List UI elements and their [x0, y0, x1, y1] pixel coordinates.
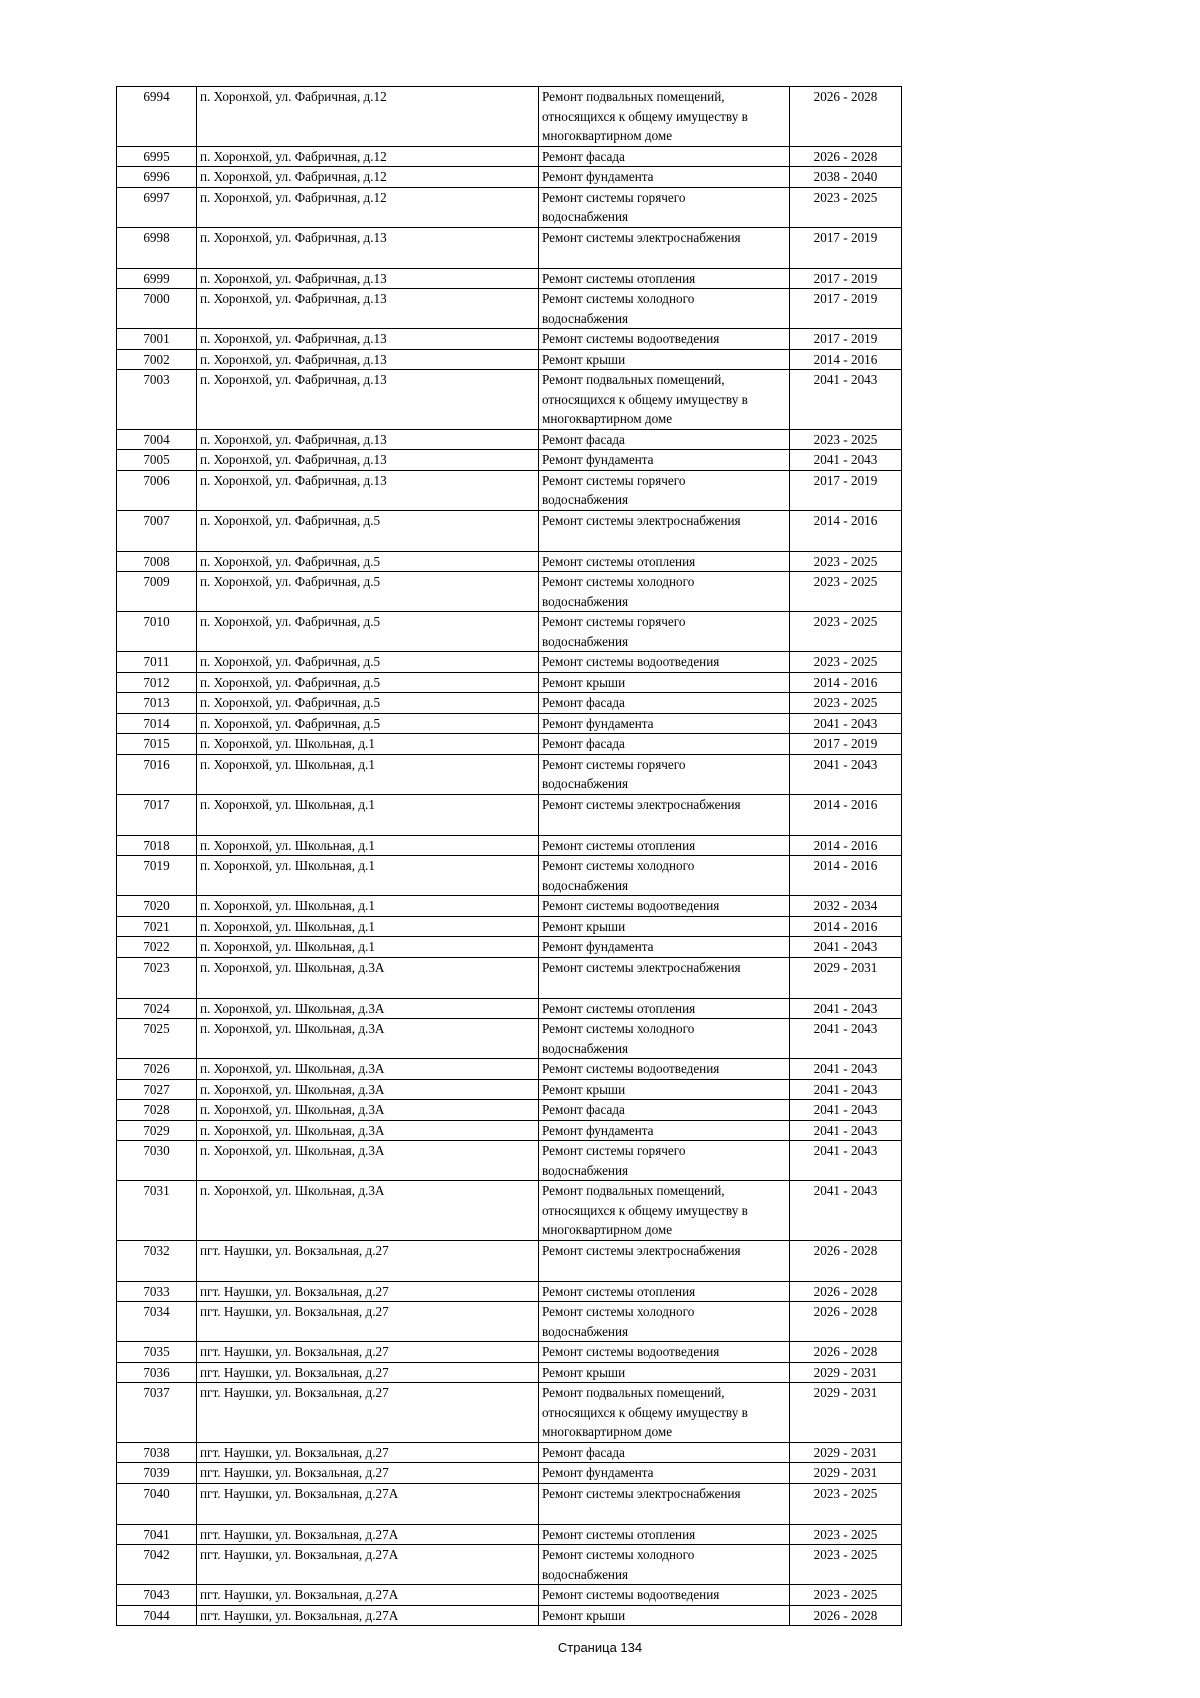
row-number: 7028	[117, 1100, 197, 1121]
row-number: 7012	[117, 672, 197, 693]
row-years: 2023 - 2025	[790, 1585, 902, 1606]
row-work-type: Ремонт подвальных помещений, относящихся к общему имуществу в многоквартирном доме	[539, 1383, 790, 1443]
table-row	[117, 289, 902, 329]
row-number: 7032	[117, 1240, 197, 1281]
row-years: 2041 - 2043	[790, 998, 902, 1019]
row-number: 6996	[117, 167, 197, 188]
row-work-type: Ремонт подвальных помещений, относящихся к общему имуществу в многоквартирном доме	[539, 87, 790, 147]
row-work-type: Ремонт системы водоотведения	[539, 1342, 790, 1363]
row-number: 7037	[117, 1383, 197, 1443]
table-row	[117, 370, 902, 430]
row-address: п. Хоронхой, ул. Фабричная, д.5	[197, 572, 539, 612]
row-number: 7009	[117, 572, 197, 612]
row-number: 7002	[117, 349, 197, 370]
row-number: 7030	[117, 1141, 197, 1181]
table-row	[117, 1585, 902, 1606]
row-years: 2017 - 2019	[790, 227, 902, 268]
table-row	[117, 87, 902, 147]
row-work-type: Ремонт системы горячего водоснабжения	[539, 754, 790, 794]
row-number: 7003	[117, 370, 197, 430]
row-address: п. Хоронхой, ул. Школьная, д.1	[197, 794, 539, 835]
row-years: 2023 - 2025	[790, 187, 902, 227]
row-years: 2023 - 2025	[790, 652, 902, 673]
row-work-type: Ремонт системы холодного водоснабжения	[539, 856, 790, 896]
row-years: 2041 - 2043	[790, 1181, 902, 1241]
row-number: 7018	[117, 835, 197, 856]
row-address: п. Хоронхой, ул. Фабричная, д.12	[197, 187, 539, 227]
row-number: 7039	[117, 1463, 197, 1484]
row-address: п. Хоронхой, ул. Школьная, д.1	[197, 734, 539, 755]
row-years: 2029 - 2031	[790, 1463, 902, 1484]
row-work-type: Ремонт системы электроснабжения	[539, 957, 790, 998]
row-address: пгт. Наушки, ул. Вокзальная, д.27	[197, 1302, 539, 1342]
row-address: пгт. Наушки, ул. Вокзальная, д.27	[197, 1240, 539, 1281]
row-years: 2017 - 2019	[790, 329, 902, 350]
row-years: 2017 - 2019	[790, 289, 902, 329]
row-years: 2041 - 2043	[790, 450, 902, 471]
row-work-type: Ремонт крыши	[539, 916, 790, 937]
row-work-type: Ремонт системы электроснабжения	[539, 1240, 790, 1281]
row-work-type: Ремонт фасада	[539, 693, 790, 714]
row-address: пгт. Наушки, ул. Вокзальная, д.27А	[197, 1605, 539, 1626]
row-address: п. Хоронхой, ул. Фабричная, д.5	[197, 693, 539, 714]
table-row	[117, 1383, 902, 1443]
row-number: 7013	[117, 693, 197, 714]
row-address: п. Хоронхой, ул. Школьная, д.1	[197, 916, 539, 937]
row-work-type: Ремонт системы холодного водоснабжения	[539, 572, 790, 612]
row-years: 2017 - 2019	[790, 268, 902, 289]
table-row	[117, 1059, 902, 1080]
row-number: 7026	[117, 1059, 197, 1080]
row-work-type: Ремонт крыши	[539, 1362, 790, 1383]
row-years: 2026 - 2028	[790, 1342, 902, 1363]
row-address: пгт. Наушки, ул. Вокзальная, д.27	[197, 1383, 539, 1443]
table-row	[117, 146, 902, 167]
row-number: 7031	[117, 1181, 197, 1241]
row-years: 2038 - 2040	[790, 167, 902, 188]
row-address: п. Хоронхой, ул. Школьная, д.3А	[197, 998, 539, 1019]
table-row	[117, 187, 902, 227]
row-number: 7040	[117, 1483, 197, 1524]
row-years: 2023 - 2025	[790, 429, 902, 450]
row-years: 2026 - 2028	[790, 1605, 902, 1626]
row-years: 2014 - 2016	[790, 916, 902, 937]
row-number: 7044	[117, 1605, 197, 1626]
table-row	[117, 1524, 902, 1545]
row-number: 7017	[117, 794, 197, 835]
table-row	[117, 450, 902, 471]
row-address: п. Хоронхой, ул. Школьная, д.1	[197, 856, 539, 896]
table-row	[117, 1342, 902, 1363]
row-address: п. Хоронхой, ул. Фабричная, д.13	[197, 349, 539, 370]
row-address: п. Хоронхой, ул. Школьная, д.3А	[197, 1019, 539, 1059]
row-address: п. Хоронхой, ул. Школьная, д.3А	[197, 1059, 539, 1080]
row-work-type: Ремонт крыши	[539, 1079, 790, 1100]
row-years: 2026 - 2028	[790, 1281, 902, 1302]
row-work-type: Ремонт подвальных помещений, относящихся к общему имуществу в многоквартирном доме	[539, 370, 790, 430]
table-row	[117, 713, 902, 734]
row-work-type: Ремонт системы водоотведения	[539, 896, 790, 917]
row-number: 7000	[117, 289, 197, 329]
row-work-type: Ремонт системы водоотведения	[539, 1059, 790, 1080]
table-row	[117, 652, 902, 673]
table-row	[117, 794, 902, 835]
table-row	[117, 429, 902, 450]
row-years: 2029 - 2031	[790, 1383, 902, 1443]
table-row	[117, 1362, 902, 1383]
row-years: 2029 - 2031	[790, 1442, 902, 1463]
table-row	[117, 672, 902, 693]
row-address: п. Хоронхой, ул. Школьная, д.1	[197, 754, 539, 794]
row-address: п. Хоронхой, ул. Школьная, д.3А	[197, 1079, 539, 1100]
table-row	[117, 1483, 902, 1524]
table-row	[117, 329, 902, 350]
table-row	[117, 551, 902, 572]
row-years: 2041 - 2043	[790, 754, 902, 794]
row-address: пгт. Наушки, ул. Вокзальная, д.27А	[197, 1483, 539, 1524]
row-years: 2041 - 2043	[790, 937, 902, 958]
row-number: 7036	[117, 1362, 197, 1383]
row-years: 2041 - 2043	[790, 1141, 902, 1181]
row-work-type: Ремонт крыши	[539, 1605, 790, 1626]
row-number: 7043	[117, 1585, 197, 1606]
row-work-type: Ремонт подвальных помещений, относящихся к общему имуществу в многоквартирном доме	[539, 1181, 790, 1241]
row-number: 6997	[117, 187, 197, 227]
table-body	[117, 87, 902, 1626]
row-number: 6995	[117, 146, 197, 167]
row-number: 7019	[117, 856, 197, 896]
row-number: 6998	[117, 227, 197, 268]
row-number: 7016	[117, 754, 197, 794]
row-number: 7008	[117, 551, 197, 572]
row-address: п. Хоронхой, ул. Фабричная, д.13	[197, 470, 539, 510]
table-row	[117, 470, 902, 510]
row-number: 7042	[117, 1545, 197, 1585]
row-number: 7025	[117, 1019, 197, 1059]
row-years: 2041 - 2043	[790, 1100, 902, 1121]
row-address: п. Хоронхой, ул. Школьная, д.1	[197, 835, 539, 856]
row-address: п. Хоронхой, ул. Фабричная, д.12	[197, 146, 539, 167]
row-work-type: Ремонт системы холодного водоснабжения	[539, 289, 790, 329]
row-address: п. Хоронхой, ул. Фабричная, д.5	[197, 612, 539, 652]
row-years: 2014 - 2016	[790, 510, 902, 551]
row-years: 2014 - 2016	[790, 835, 902, 856]
row-address: п. Хоронхой, ул. Фабричная, д.13	[197, 370, 539, 430]
row-number: 7011	[117, 652, 197, 673]
row-number: 7020	[117, 896, 197, 917]
row-number: 7023	[117, 957, 197, 998]
row-number: 7004	[117, 429, 197, 450]
row-address: п. Хоронхой, ул. Школьная, д.3А	[197, 957, 539, 998]
row-number: 7022	[117, 937, 197, 958]
row-years: 2023 - 2025	[790, 693, 902, 714]
row-years: 2023 - 2025	[790, 1483, 902, 1524]
row-address: п. Хоронхой, ул. Школьная, д.1	[197, 937, 539, 958]
row-address: пгт. Наушки, ул. Вокзальная, д.27А	[197, 1585, 539, 1606]
row-work-type: Ремонт системы отопления	[539, 998, 790, 1019]
row-years: 2014 - 2016	[790, 794, 902, 835]
table-row	[117, 1120, 902, 1141]
row-address: пгт. Наушки, ул. Вокзальная, д.27	[197, 1281, 539, 1302]
row-number: 6994	[117, 87, 197, 147]
row-work-type: Ремонт системы горячего водоснабжения	[539, 612, 790, 652]
table-row	[117, 1141, 902, 1181]
table-row	[117, 1100, 902, 1121]
row-number: 7038	[117, 1442, 197, 1463]
row-address: п. Хоронхой, ул. Фабричная, д.13	[197, 450, 539, 471]
row-number: 7005	[117, 450, 197, 471]
page-number: Страница 134	[557, 1640, 643, 1655]
row-number: 7041	[117, 1524, 197, 1545]
table-row	[117, 734, 902, 755]
row-years: 2029 - 2031	[790, 957, 902, 998]
table-row	[117, 349, 902, 370]
table-row	[117, 754, 902, 794]
row-work-type: Ремонт фасада	[539, 429, 790, 450]
row-work-type: Ремонт фундамента	[539, 450, 790, 471]
row-address: пгт. Наушки, ул. Вокзальная, д.27А	[197, 1524, 539, 1545]
row-years: 2029 - 2031	[790, 1362, 902, 1383]
table-row	[117, 227, 902, 268]
row-work-type: Ремонт системы холодного водоснабжения	[539, 1019, 790, 1059]
row-years: 2017 - 2019	[790, 470, 902, 510]
row-number: 7014	[117, 713, 197, 734]
row-years: 2041 - 2043	[790, 1059, 902, 1080]
row-work-type: Ремонт системы холодного водоснабжения	[539, 1545, 790, 1585]
row-number: 7001	[117, 329, 197, 350]
row-years: 2032 - 2034	[790, 896, 902, 917]
row-work-type: Ремонт системы водоотведения	[539, 1585, 790, 1606]
row-years: 2041 - 2043	[790, 1079, 902, 1100]
row-work-type: Ремонт крыши	[539, 672, 790, 693]
row-work-type: Ремонт системы электроснабжения	[539, 1483, 790, 1524]
row-address: п. Хоронхой, ул. Фабричная, д.13	[197, 289, 539, 329]
row-years: 2041 - 2043	[790, 1019, 902, 1059]
row-years: 2023 - 2025	[790, 1524, 902, 1545]
row-years: 2026 - 2028	[790, 1240, 902, 1281]
row-address: п. Хоронхой, ул. Фабричная, д.13	[197, 227, 539, 268]
row-address: п. Хоронхой, ул. Фабричная, д.5	[197, 672, 539, 693]
row-work-type: Ремонт системы горячего водоснабжения	[539, 1141, 790, 1181]
row-years: 2041 - 2043	[790, 713, 902, 734]
row-address: п. Хоронхой, ул. Школьная, д.1	[197, 896, 539, 917]
table-row	[117, 1302, 902, 1342]
row-address: п. Хоронхой, ул. Фабричная, д.5	[197, 713, 539, 734]
row-address: пгт. Наушки, ул. Вокзальная, д.27	[197, 1463, 539, 1484]
row-years: 2026 - 2028	[790, 87, 902, 147]
row-address: пгт. Наушки, ул. Вокзальная, д.27А	[197, 1545, 539, 1585]
row-years: 2014 - 2016	[790, 349, 902, 370]
table-row	[117, 1545, 902, 1585]
row-address: п. Хоронхой, ул. Школьная, д.3А	[197, 1120, 539, 1141]
row-number: 7035	[117, 1342, 197, 1363]
table-row	[117, 1181, 902, 1241]
table-row	[117, 998, 902, 1019]
table-row	[117, 1019, 902, 1059]
row-work-type: Ремонт фундамента	[539, 167, 790, 188]
row-number: 7033	[117, 1281, 197, 1302]
row-address: п. Хоронхой, ул. Фабричная, д.13	[197, 429, 539, 450]
row-work-type: Ремонт системы холодного водоснабжения	[539, 1302, 790, 1342]
table-row	[117, 167, 902, 188]
row-work-type: Ремонт фундамента	[539, 713, 790, 734]
row-work-type: Ремонт системы водоотведения	[539, 652, 790, 673]
table-row	[117, 1079, 902, 1100]
row-number: 7024	[117, 998, 197, 1019]
table-row	[117, 1442, 902, 1463]
row-address: п. Хоронхой, ул. Фабричная, д.13	[197, 329, 539, 350]
row-years: 2017 - 2019	[790, 734, 902, 755]
table-row	[117, 612, 902, 652]
row-work-type: Ремонт фасада	[539, 146, 790, 167]
row-work-type: Ремонт системы отопления	[539, 1281, 790, 1302]
row-years: 2026 - 2028	[790, 1302, 902, 1342]
row-address: п. Хоронхой, ул. Школьная, д.3А	[197, 1141, 539, 1181]
row-work-type: Ремонт системы электроснабжения	[539, 227, 790, 268]
row-years: 2014 - 2016	[790, 856, 902, 896]
table-row	[117, 835, 902, 856]
row-address: п. Хоронхой, ул. Школьная, д.3А	[197, 1181, 539, 1241]
row-address: пгт. Наушки, ул. Вокзальная, д.27	[197, 1362, 539, 1383]
row-number: 7021	[117, 916, 197, 937]
row-work-type: Ремонт фундамента	[539, 937, 790, 958]
repair-schedule-table	[116, 86, 902, 1626]
row-address: п. Хоронхой, ул. Школьная, д.3А	[197, 1100, 539, 1121]
row-years: 2023 - 2025	[790, 551, 902, 572]
table-row	[117, 896, 902, 917]
row-years: 2023 - 2025	[790, 612, 902, 652]
table-row	[117, 693, 902, 714]
row-work-type: Ремонт системы горячего водоснабжения	[539, 470, 790, 510]
row-address: п. Хоронхой, ул. Фабричная, д.13	[197, 268, 539, 289]
row-years: 2014 - 2016	[790, 672, 902, 693]
row-address: п. Хоронхой, ул. Фабричная, д.5	[197, 510, 539, 551]
row-address: п. Хоронхой, ул. Фабричная, д.12	[197, 87, 539, 147]
row-years: 2023 - 2025	[790, 1545, 902, 1585]
row-address: пгт. Наушки, ул. Вокзальная, д.27	[197, 1442, 539, 1463]
row-address: п. Хоронхой, ул. Фабричная, д.12	[197, 167, 539, 188]
table-row	[117, 937, 902, 958]
row-work-type: Ремонт системы горячего водоснабжения	[539, 187, 790, 227]
row-work-type: Ремонт системы водоотведения	[539, 329, 790, 350]
row-address: п. Хоронхой, ул. Фабричная, д.5	[197, 652, 539, 673]
row-number: 7007	[117, 510, 197, 551]
row-years: 2023 - 2025	[790, 572, 902, 612]
table-row	[117, 1281, 902, 1302]
row-number: 7015	[117, 734, 197, 755]
row-work-type: Ремонт системы электроснабжения	[539, 510, 790, 551]
row-work-type: Ремонт фундамента	[539, 1120, 790, 1141]
row-years: 2041 - 2043	[790, 370, 902, 430]
row-number: 7034	[117, 1302, 197, 1342]
row-number: 7006	[117, 470, 197, 510]
row-address: пгт. Наушки, ул. Вокзальная, д.27	[197, 1342, 539, 1363]
row-work-type: Ремонт системы отопления	[539, 551, 790, 572]
row-work-type: Ремонт крыши	[539, 349, 790, 370]
row-work-type: Ремонт фасада	[539, 1100, 790, 1121]
table-row	[117, 957, 902, 998]
row-work-type: Ремонт фундамента	[539, 1463, 790, 1484]
row-years: 2041 - 2043	[790, 1120, 902, 1141]
row-number: 7029	[117, 1120, 197, 1141]
row-years: 2026 - 2028	[790, 146, 902, 167]
table-row	[117, 1463, 902, 1484]
table-row	[117, 1605, 902, 1626]
row-work-type: Ремонт системы отопления	[539, 1524, 790, 1545]
row-address: п. Хоронхой, ул. Фабричная, д.5	[197, 551, 539, 572]
row-work-type: Ремонт системы отопления	[539, 835, 790, 856]
row-work-type: Ремонт фасада	[539, 1442, 790, 1463]
table-row	[117, 916, 902, 937]
row-number: 7010	[117, 612, 197, 652]
row-number: 6999	[117, 268, 197, 289]
table-row	[117, 572, 902, 612]
row-work-type: Ремонт системы отопления	[539, 268, 790, 289]
table-row	[117, 856, 902, 896]
table-row	[117, 1240, 902, 1281]
table-row	[117, 510, 902, 551]
table-row	[117, 268, 902, 289]
row-work-type: Ремонт системы электроснабжения	[539, 794, 790, 835]
row-number: 7027	[117, 1079, 197, 1100]
row-work-type: Ремонт фасада	[539, 734, 790, 755]
